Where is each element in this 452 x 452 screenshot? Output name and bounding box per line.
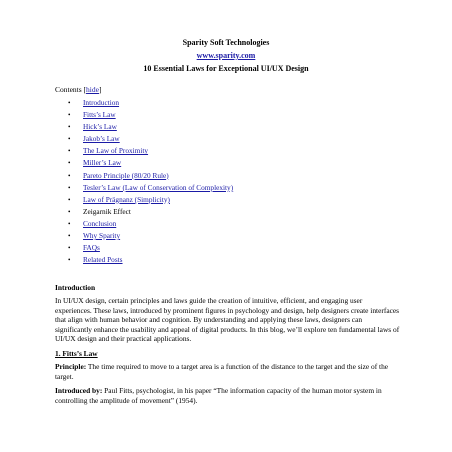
fitts-introduced [55, 386, 400, 405]
contents-label: Contents [ [55, 85, 87, 94]
bullet-icon: • [68, 159, 71, 168]
toc-item[interactable] [68, 97, 233, 109]
toc-item[interactable] [68, 242, 233, 254]
toc-link[interactable]: Tesler’s Law (Law of Conservation of Complexity) [83, 182, 234, 192]
bullet-icon: • [68, 256, 71, 265]
toc-item[interactable] [68, 133, 233, 145]
bullet-icon: • [68, 135, 71, 144]
bullet-icon: • [68, 123, 71, 132]
toc-item[interactable] [68, 218, 233, 230]
toc-link: Zeigarnik Effect [83, 206, 131, 216]
bullet-icon: • [68, 195, 71, 204]
toc-link[interactable]: Pareto Principle (80/20 Rule) [83, 170, 169, 180]
introduced-label: Introduced by: [55, 386, 103, 395]
table-of-contents [68, 97, 233, 266]
toc-item[interactable] [68, 170, 233, 182]
toc-link[interactable]: Fitts’s Law [83, 110, 116, 120]
introduction-body: In UI/UX design, certain principles and laws guide the creation of intuitive, efficient, and engaging user experiences. These laws, introduced by prominent figures in psychology and design, help designers create interfaces that align with human behavior and cognition. By understanding and applying these laws, designers can significantly enhance the usability and appeal of digital products. In this blog, we’ll explore ten fundamental laws of UI/UX design and their practical applications. [55, 296, 400, 344]
toc-item[interactable] [68, 230, 233, 242]
toc-item[interactable] [68, 109, 233, 121]
toc-item[interactable] [68, 157, 233, 169]
fitts-principle [55, 362, 400, 381]
document-title: 10 Essential Laws for Exceptional UI/UX Design [143, 64, 309, 73]
introduced-text: Paul Fitts, psychologist, in his paper “The information capacity of the human motor system in controlling the amplitude of movement” (1954). [55, 386, 382, 405]
toc-item [68, 206, 233, 218]
bullet-icon: • [68, 232, 71, 241]
toc-link[interactable]: Miller’s Law [83, 158, 122, 168]
toc-link[interactable]: Conclusion [83, 218, 117, 228]
bullet-icon: • [68, 147, 71, 156]
toc-item[interactable] [68, 194, 233, 206]
company-name: Sparity Soft Technologies [182, 38, 270, 47]
toc-item[interactable] [68, 182, 233, 194]
contents-label-end: ] [98, 85, 102, 94]
toc-link[interactable]: Hick’s Law [83, 122, 117, 132]
fitts-heading [55, 349, 400, 359]
bullet-icon: • [68, 244, 71, 253]
toc-link[interactable]: Introduction [83, 98, 120, 107]
website-link-text[interactable]: www.sparity.com [196, 51, 256, 60]
bullet-icon: • [68, 111, 71, 120]
toc-link[interactable]: Related Posts [83, 255, 123, 265]
bullet-icon: • [68, 171, 71, 180]
hide-toggle-link[interactable]: hide [86, 85, 99, 94]
toc-item[interactable] [68, 254, 233, 266]
bullet-icon: • [68, 207, 71, 216]
toc-link[interactable]: Why Sparity [83, 231, 121, 241]
toc-link[interactable]: The Law of Proximity [83, 146, 149, 156]
fitts-heading-text: 1. Fitts’s Law [55, 349, 98, 358]
website-link[interactable] [0, 51, 452, 60]
toc-link[interactable]: Jakob’s Law [83, 134, 120, 144]
toc-link[interactable]: Law of Prägnanz (Simplicity) [83, 194, 170, 204]
toc-item[interactable] [68, 121, 233, 133]
contents-header [55, 85, 101, 94]
bullet-icon: • [68, 183, 71, 192]
bullet-icon: • [68, 99, 71, 107]
introduction-heading: Introduction [55, 283, 96, 292]
bullet-icon: • [68, 219, 71, 228]
toc-link[interactable]: FAQs [83, 243, 100, 253]
principle-label: Principle: [55, 362, 87, 371]
principle-text: The time required to move to a target area is a function of the distance to the target and the size of the target. [55, 362, 389, 381]
toc-item[interactable] [68, 145, 233, 157]
